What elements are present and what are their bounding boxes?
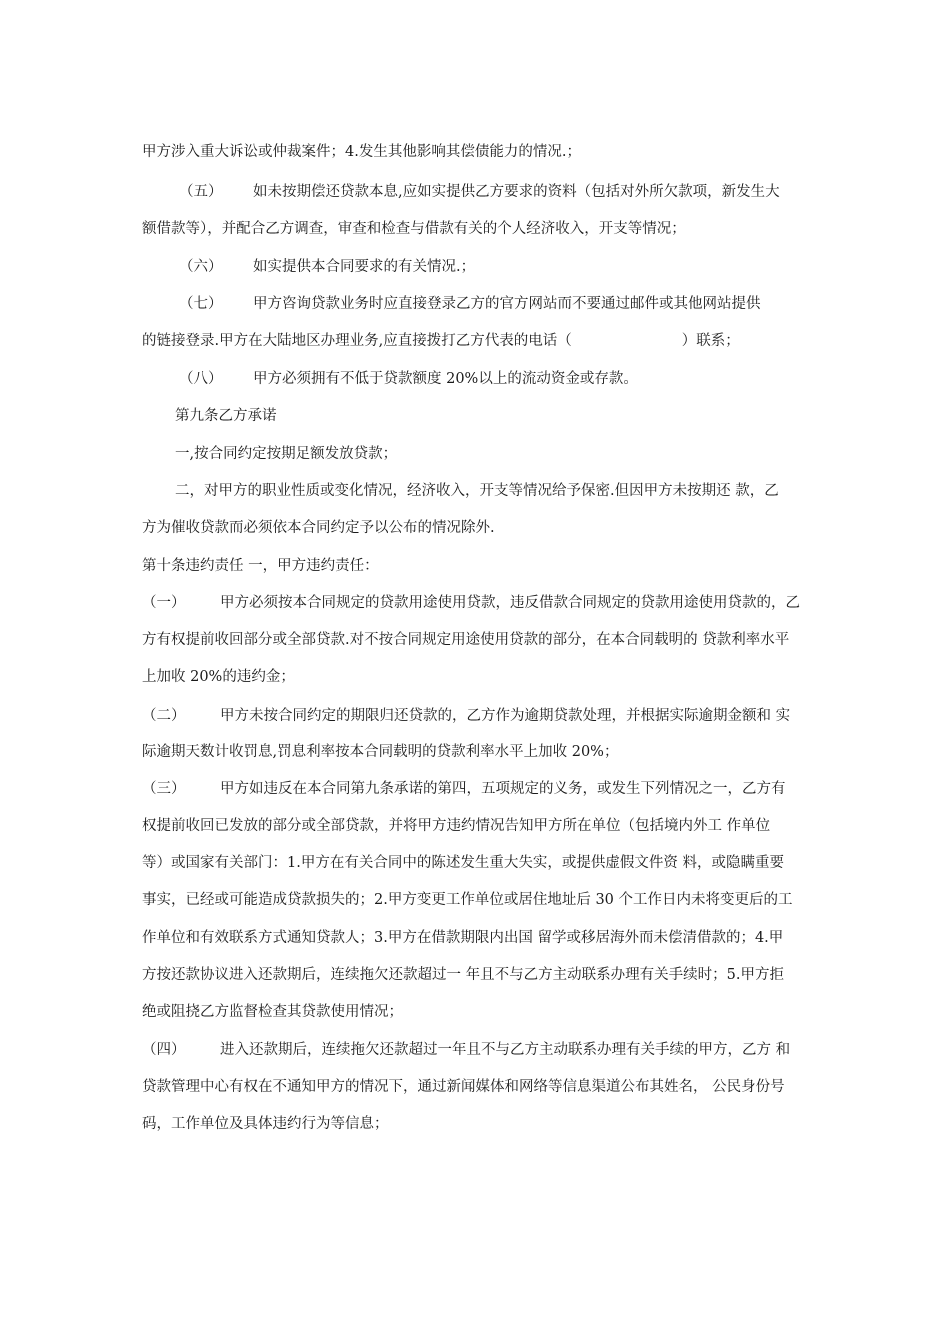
clause-number: （二） — [142, 708, 186, 724]
line-text: 第九条乙方承诺 — [175, 408, 277, 424]
clause-number: （五） — [179, 184, 223, 200]
clause-4-line — [142, 1040, 822, 1060]
line-text: 如实提供本合同要求的有关情况.； — [253, 259, 476, 275]
article-heading — [175, 406, 855, 426]
clause-2-line — [142, 706, 822, 726]
line-text: 绝或阻挠乙方监督检查其贷款使用情况； — [142, 1004, 403, 1020]
line-text: 进入还款期后，连续拖欠还款超过一年且不与乙方主动联系办理有关手续的甲方，乙方 和 — [220, 1042, 791, 1058]
paragraph-line — [142, 742, 822, 762]
line-text: 作单位和有效联系方式通知贷款人；3.甲方在借款期限内出国 留学或移居海外而未偿清借款的；4.甲 — [142, 930, 784, 946]
line-text: 如未按期偿还贷款本息,应如实提供乙方要求的资料（包括对外所欠款项，新发生大 — [253, 184, 780, 200]
line-text: 上加收 20%的违约金； — [142, 669, 295, 685]
paragraph-line — [142, 1114, 822, 1134]
clause-5-line — [179, 182, 859, 202]
line-text: 际逾期天数计收罚息,罚息利率按本合同载明的贷款利率水平上加收 20%； — [142, 744, 619, 760]
line-text: 方为催收贷款而必须依本合同约定予以公布的情况除外. — [142, 520, 495, 536]
paragraph-line — [142, 331, 822, 351]
line-text: 码，工作单位及具体违约行为等信息； — [142, 1116, 389, 1132]
line-text: 甲方必须拥有不低于贷款额度 20%以上的流动资金或存款。 — [253, 371, 638, 387]
clause-number: （一） — [142, 595, 186, 611]
line-text: 的链接登录.甲方在大陆地区办理业务,应直接拨打乙方代表的电话（ — [142, 333, 572, 349]
line-text: 甲方未按合同约定的期限归还贷款的，乙方作为逾期贷款处理，并根据实际逾期金额和 实 — [220, 708, 791, 724]
clause-number: （六） — [179, 259, 223, 275]
paragraph-line — [142, 816, 822, 836]
line-text: 一,按合同约定按期足额发放贷款； — [175, 446, 398, 462]
line-text: 权提前收回已发放的部分或全部贷款，并将甲方违约情况告知甲方所在单位（包括境内外工 作单位 — [142, 818, 771, 834]
line-text: 方按还款协议进入还款期后，连续拖欠还款超过一 年且不与乙方主动联系办理有关手续时；5.甲方拒 — [142, 967, 784, 983]
clause-8-line — [179, 369, 859, 389]
paragraph-line — [175, 481, 855, 501]
paragraph-line — [142, 630, 822, 650]
clause-number: （四） — [142, 1042, 186, 1058]
line-text: 甲方咨询贷款业务时应直接登录乙方的官方网站而不要通过邮件或其他网站提供 — [253, 296, 761, 312]
line-text: 等）或国家有关部门：1.甲方在有关合同中的陈述发生重大失实，或提供虚假文件资 料，或隐瞒重要 — [142, 855, 784, 871]
line-text: ）联系； — [681, 333, 740, 349]
article-heading — [142, 556, 822, 576]
clause-number: （七） — [179, 296, 223, 312]
line-text: 甲方必须按本合同规定的贷款用途使用贷款，违反借款合同规定的贷款用途使用贷款的，乙 — [220, 595, 800, 611]
line-text: 二，对甲方的职业性质或变化情况，经济收入，开支等情况给予保密.但因甲方未按期还 款，乙 — [175, 483, 779, 499]
line-text: 甲方如违反在本合同第九条承诺的第四，五项规定的义务，或发生下列情况之一，乙方有 — [220, 781, 786, 797]
paragraph-line — [142, 667, 822, 687]
line-text: 额借款等），并配合乙方调查，审查和检查与借款有关的个人经济收入，开支等情况； — [142, 221, 686, 237]
paragraph-line — [142, 965, 822, 985]
clause-7-line — [179, 294, 859, 314]
clause-1-line — [142, 593, 822, 613]
line-text: 贷款管理中心有权在不通知甲方的情况下，通过新闻媒体和网络等信息渠道公布其姓名， 公民身份号 — [142, 1079, 785, 1095]
line-text: 第十条违约责任 一，甲方违约责任： — [142, 558, 379, 574]
paragraph-line — [142, 853, 822, 873]
paragraph-line — [142, 1002, 822, 1022]
line-text: 事实，已经或可能造成贷款损失的；2.甲方变更工作单位或居住地址后 30 个工作日内未将变更后的工 — [142, 892, 793, 908]
paragraph-line — [142, 518, 822, 538]
paragraph-line — [142, 928, 822, 948]
paragraph-line — [175, 444, 855, 464]
clause-3-line — [142, 779, 822, 799]
line-text: 甲方涉入重大诉讼或仲裁案件；4.发生其他影响其偿债能力的情况.； — [142, 144, 581, 160]
paragraph-line — [142, 890, 822, 910]
clause-6-line — [179, 257, 859, 277]
clause-number: （三） — [142, 781, 186, 797]
paragraph-line — [142, 1077, 822, 1097]
clause-number: （八） — [179, 371, 223, 387]
paragraph-line — [142, 142, 822, 162]
paragraph-line — [142, 219, 822, 239]
line-text: 方有权提前收回部分或全部贷款.对不按合同规定用途使用贷款的部分，在本合同载明的 贷款利率水平 — [142, 632, 790, 648]
